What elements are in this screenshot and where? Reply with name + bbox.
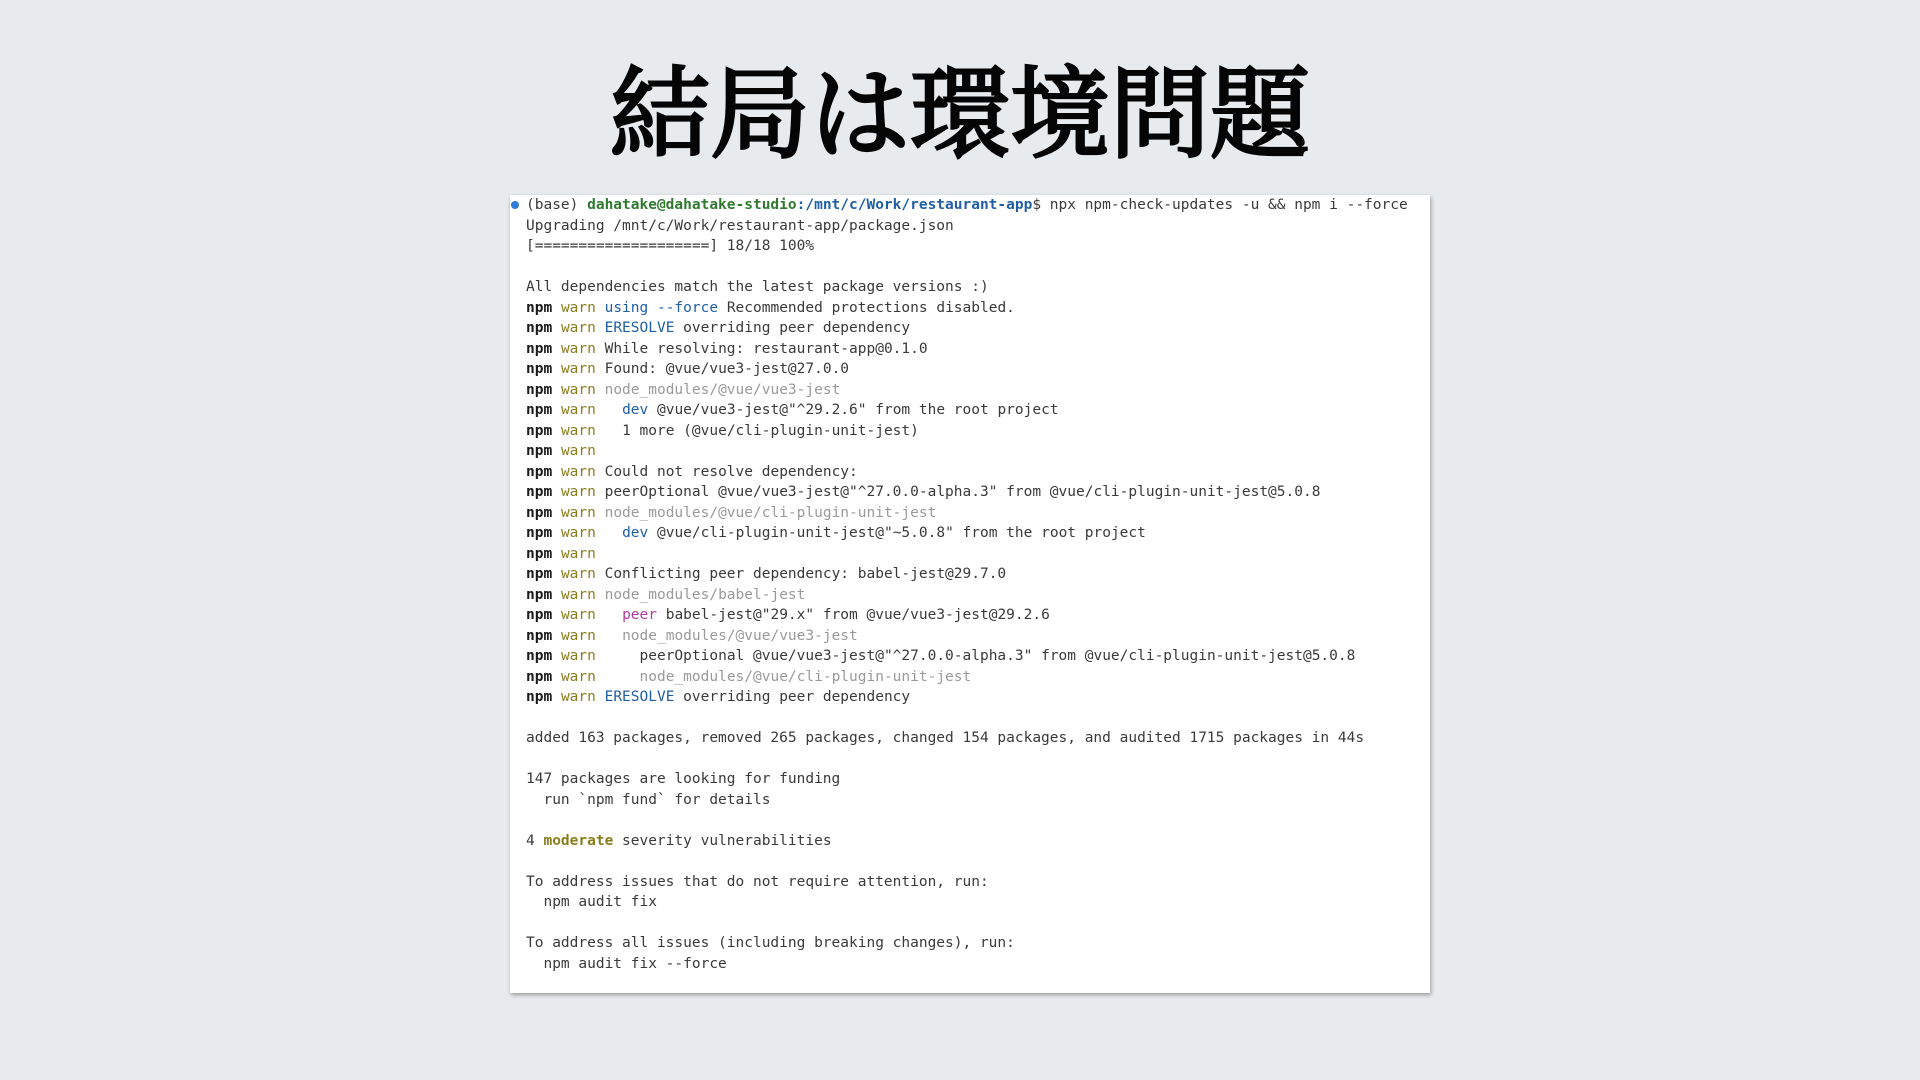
warn-line	[526, 503, 1408, 524]
npm-label: npm	[526, 525, 553, 541]
prompt-line	[526, 195, 1408, 216]
warn-label: warn	[560, 545, 596, 562]
slide-title: 結局は環境問題	[610, 56, 1310, 173]
warn-label: warn	[560, 402, 596, 418]
npm-label: npm	[526, 422, 553, 439]
command-status-dot-icon	[511, 201, 519, 209]
warn-line	[526, 380, 1408, 401]
warn-label: warn	[560, 525, 596, 541]
warn-label: warn	[560, 668, 596, 685]
warn-label: warn	[560, 504, 596, 521]
vuln-severity: moderate	[543, 832, 614, 849]
warn-line	[526, 482, 1408, 503]
warn-text: @vue/vue3-jest@"^29.2.6" from the root project	[648, 402, 1059, 418]
warn-line	[526, 667, 1408, 688]
warn-line	[526, 298, 1408, 319]
warn-label: warn	[560, 689, 596, 705]
warn-label: warn	[560, 361, 596, 377]
warn-label: warn	[560, 340, 596, 357]
prompt-env: (base)	[526, 197, 588, 213]
warn-path: node_modules/@vue/cli-plugin-unit-jest	[604, 504, 937, 521]
npm-label: npm	[526, 627, 553, 644]
warn-label: warn	[560, 463, 596, 480]
warn-label: warn	[560, 627, 596, 644]
output-line: To address issues that do not require attention, run:	[526, 873, 989, 890]
output-line: All dependencies match the latest package versions :)	[526, 279, 989, 295]
output-line: npm audit fix	[526, 894, 657, 910]
npm-label: npm	[526, 545, 553, 562]
warn-text: Recommended protections disabled.	[718, 299, 1015, 316]
blank-line	[526, 749, 1408, 770]
npm-label: npm	[526, 504, 553, 521]
npm-label: npm	[526, 340, 553, 357]
warn-label: warn	[560, 443, 596, 459]
output-line: To address all issues (including breaking changes), run:	[526, 935, 1015, 951]
output-line: added 163 packages, removed 265 packages, changed 154 packages, and audited 1715 packages in 44s	[526, 730, 1365, 746]
vuln-count: 4	[526, 832, 544, 849]
warn-line	[526, 646, 1408, 667]
warn-label: warn	[560, 607, 596, 623]
warn-path: node_modules/@vue/vue3-jest	[622, 627, 858, 644]
warn-keyword: peer	[622, 607, 657, 623]
warn-path: node_modules/@vue/vue3-jest	[604, 381, 841, 398]
warn-text: @vue/cli-plugin-unit-jest@"~5.0.8" from the root project	[648, 525, 1146, 541]
terminal-output	[510, 195, 1430, 993]
output-line: npm audit fix --force	[526, 955, 727, 972]
blank-line	[526, 708, 1408, 729]
warn-line	[526, 421, 1408, 442]
warn-text: peerOptional @vue/vue3-jest@"^27.0.0-alpha.3" from @vue/cli-plugin-unit-jest@5.0.8	[639, 648, 1356, 664]
warn-keyword: dev	[622, 525, 649, 541]
warn-keyword: using --force	[604, 299, 719, 316]
progress-line: [====================] 18/18 100%	[526, 238, 815, 254]
blank-line	[526, 913, 1408, 934]
warn-text: peerOptional @vue/vue3-jest@"^27.0.0-alpha.3" from @vue/cli-plugin-unit-jest@5.0.8	[604, 484, 1321, 500]
warn-text: babel-jest@"29.x" from @vue/vue3-jest@29.2.6	[656, 607, 1050, 623]
npm-label: npm	[526, 668, 553, 685]
warn-keyword: ERESOLVE	[604, 320, 675, 336]
terminal-lines	[526, 195, 1408, 974]
npm-label: npm	[526, 381, 553, 398]
vulnerability-line	[526, 831, 1408, 852]
warn-text: 1 more (@vue/cli-plugin-unit-jest)	[622, 422, 919, 439]
npm-label: npm	[526, 402, 553, 418]
output-line: Upgrading /mnt/c/Work/restaurant-app/package.json	[526, 217, 954, 234]
npm-label: npm	[526, 361, 553, 377]
warn-label: warn	[560, 422, 596, 439]
warn-text: Could not resolve dependency:	[604, 463, 858, 480]
warn-line	[526, 564, 1408, 585]
warn-line	[526, 523, 1408, 544]
warn-path: node_modules/@vue/cli-plugin-unit-jest	[639, 668, 972, 685]
warn-label: warn	[560, 484, 596, 500]
warn-line	[526, 605, 1408, 626]
warn-label: warn	[560, 320, 596, 336]
warn-path: node_modules/babel-jest	[604, 586, 806, 603]
npm-label: npm	[526, 648, 553, 664]
warn-label: warn	[560, 381, 596, 398]
warn-line	[526, 359, 1408, 380]
output-line: run `npm fund` for details	[526, 791, 771, 808]
warn-label: warn	[560, 299, 596, 316]
warn-line	[526, 318, 1408, 339]
warn-text: overriding peer dependency	[674, 320, 911, 336]
npm-label: npm	[526, 484, 553, 500]
warn-line	[526, 462, 1408, 483]
warn-label: warn	[560, 648, 596, 664]
npm-label: npm	[526, 320, 553, 336]
npm-label: npm	[526, 463, 553, 480]
warn-keyword: ERESOLVE	[604, 689, 675, 705]
prompt-path: :/mnt/c/Work/restaurant-app	[796, 197, 1033, 213]
warn-label: warn	[560, 586, 596, 603]
warn-label: warn	[560, 566, 596, 582]
warn-text: Found: @vue/vue3-jest@27.0.0	[604, 361, 850, 377]
vuln-text: severity vulnerabilities	[613, 832, 832, 849]
blank-line	[526, 851, 1408, 872]
blank-line	[526, 257, 1408, 278]
npm-label: npm	[526, 299, 553, 316]
prompt-command: $ npx npm-check-updates -u && npm i --force	[1032, 197, 1408, 213]
blank-line	[526, 810, 1408, 831]
npm-label: npm	[526, 443, 553, 459]
warn-text: overriding peer dependency	[674, 689, 911, 705]
prompt-user-host: dahatake@dahatake-studio	[587, 197, 797, 213]
warn-line	[526, 339, 1408, 360]
npm-label: npm	[526, 689, 553, 705]
warn-line	[526, 400, 1408, 421]
npm-label: npm	[526, 607, 553, 623]
warn-line	[526, 687, 1408, 708]
warn-line	[526, 585, 1408, 606]
output-line: 147 packages are looking for funding	[526, 771, 841, 787]
npm-label: npm	[526, 566, 553, 582]
warn-text: Conflicting peer dependency: babel-jest@29.7.0	[604, 566, 1007, 582]
warn-line	[526, 544, 1408, 565]
warn-line	[526, 441, 1408, 462]
npm-label: npm	[526, 586, 553, 603]
warn-keyword: dev	[622, 402, 649, 418]
warn-line	[526, 626, 1408, 647]
warn-text: While resolving: restaurant-app@0.1.0	[604, 340, 928, 357]
